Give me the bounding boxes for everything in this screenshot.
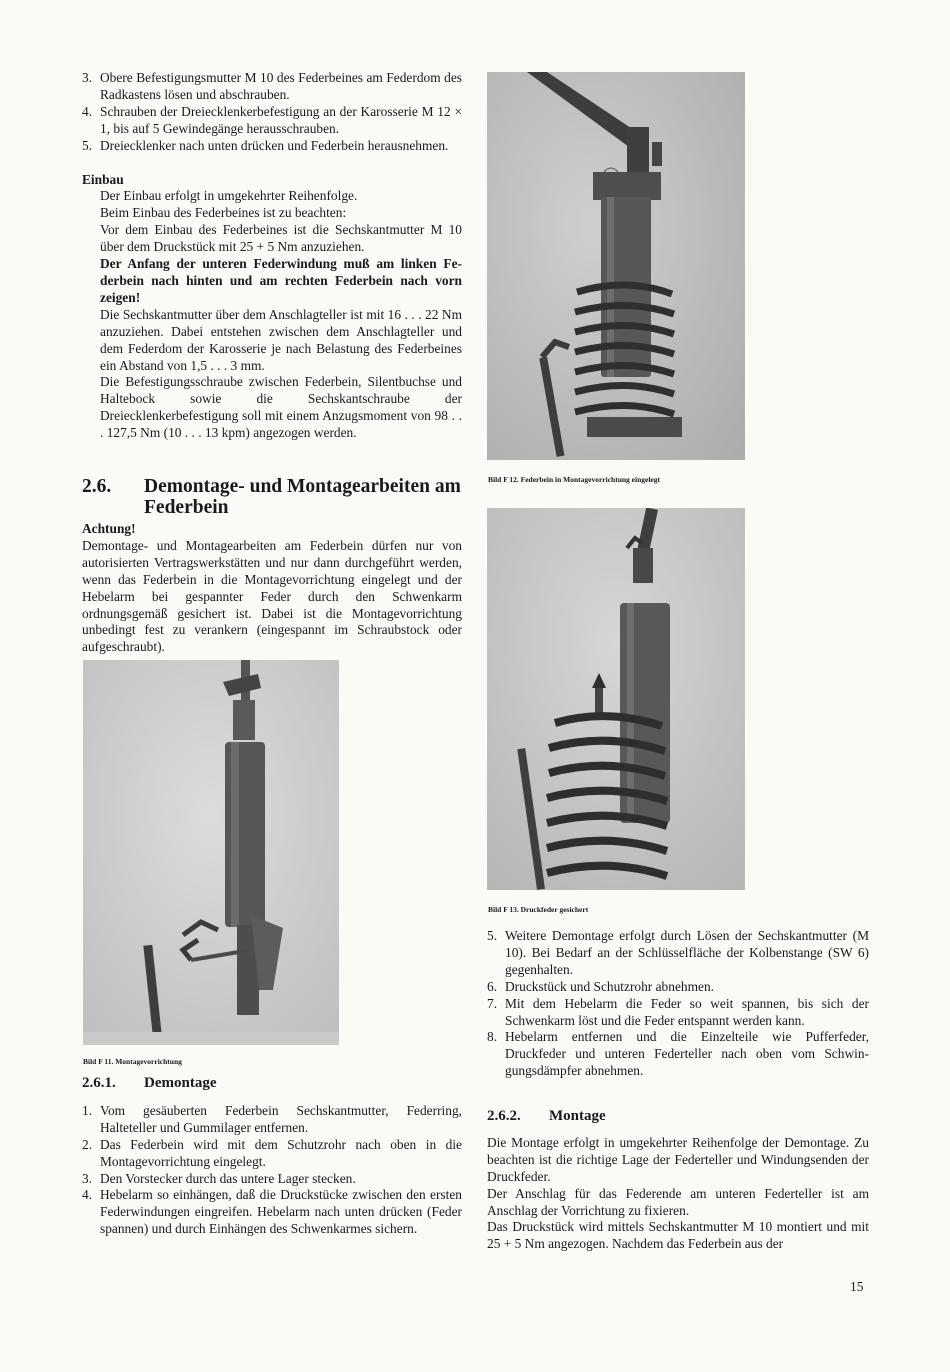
paragraph: Beim Einbau des Federbeines ist zu beachten:: [100, 205, 347, 221]
section-2-6: [82, 476, 462, 656]
section-2-6-1: [82, 1075, 462, 1238]
item-text: Den Vorstecker durch das untere Lager stecken.: [100, 1170, 356, 1186]
item-number: 3.: [82, 70, 93, 85]
item-text: Dreiecklenker nach unten drücken und Federbein herausnehmen.: [100, 137, 449, 153]
figure-f11-caption: Bild F 11. Montagevorrichtung: [83, 1057, 182, 1066]
section-title: Montage: [549, 1108, 606, 1124]
item-number: 1.: [82, 1102, 93, 1118]
figure-f12-caption: Bild F 12. Federbein in Montagevorrichtung eingelegt: [488, 475, 660, 484]
paragraph: Demontage- und Montagearbeiten am Federbein dürfen nur von autorisierten Vertragswerkstätten und nur dann durchgeführt werden, wenn das Federbein in die Montagevorrichtung eingelegt und der Hebelarm bei gespannter Feder durch den Schwenkarm ordnungsgemäß gesichert ist. Dabei ist die Montagevorrichtung unbedingt fest zu verankern (eingespannt im Schraubstock oder aufgeschraubt).: [82, 537, 462, 655]
right-column-steps: [487, 928, 869, 1080]
list-item: [82, 1187, 462, 1238]
figure-f11-photo: [83, 660, 339, 1045]
list-item: [82, 70, 462, 104]
achtung-label: Achtung!: [82, 521, 136, 536]
list-item: [82, 1171, 462, 1188]
item-text: Obere Befestigungsmutter M 10 des Federbeines am Federdom des Radkastens lösen und abschrauben.: [100, 70, 462, 102]
paragraph: Das Druckstück wird mittels Sechskantmutter M 10 montiert und mit 25 + 5 Nm angezogen. Nachdem das Federbein aus der: [487, 1219, 869, 1252]
figure-f13-caption: Bild F 13. Druckfeder gesichert: [488, 905, 589, 914]
section-number: 2.6.1.: [82, 1075, 116, 1091]
list-item: [487, 928, 869, 979]
item-number: 2.: [82, 1136, 93, 1152]
item-text: Hebelarm so einhängen, daß die Druckstücke zwischen den ersten Federwindungen eingreifen. Hebelarm nach unten drücken (Feder spannen) und durch Einhängen des Schwenkarmes sichern.: [100, 1187, 462, 1237]
item-number: 8.: [487, 1029, 498, 1045]
figure-f12-photo: [487, 72, 745, 460]
section-heading: [487, 1108, 869, 1125]
einbau-block: [82, 188, 462, 442]
item-text: Vom gesäuberten Federbein Sechskantmutter, Federring, Halteteller und Gummilager entfernen.: [100, 1102, 462, 1135]
section-number: 2.6.2.: [487, 1108, 521, 1124]
figure-f13-photo: [487, 508, 745, 890]
section-number: 2.6.: [82, 476, 112, 497]
paragraph: Der Anschlag für das Federende am unteren Federteller ist am Anschlag der Vorrichtung zu fixieren.: [487, 1185, 869, 1218]
item-number: 4.: [82, 1187, 93, 1203]
item-text: Mit dem Hebelarm die Feder so weit spannen, bis sich der Schwenkarm löst und die Feder entspannt werden kann.: [505, 995, 869, 1028]
item-text: Hebelarm entfernen und die Einzelteile wie Pufferfeder, Druckfeder und unteren Federteller nach oben vom Schwingungsdämpfer abnehmen.: [505, 1029, 869, 1079]
list-item: [487, 1029, 869, 1080]
paragraph: Die Montage erfolgt in umgekehrter Reihenfolge der Demontage. Zu beachten ist die richtige Lage der Federteller und Windungsenden der Druckfeder.: [487, 1134, 869, 1184]
item-text: Schrauben der Dreiecklenkerbefestigung an der Karosserie M 12 × 1, bis auf 5 Gewindegänge herausschrauben.: [100, 103, 462, 136]
item-number: 7.: [487, 995, 498, 1011]
item-number: 3.: [82, 1170, 93, 1186]
warning-paragraph: Der Anfang der unteren Federwindung muß am linken Federbein nach hinten und am rechten Federbein nach vorn zeigen!: [100, 256, 462, 305]
paragraph: Die Befestigungsschraube zwischen Federbein, Silentbuchse und Haltebock sowie die Sechskantschraube der Dreiecklenkerbefestigung soll mit einem Anzugsmoment von 98 . . . 127,5 Nm (10 . . . 13 kpm) angezogen werden.: [100, 374, 462, 441]
item-text: Druckstück und Schutzrohr abnehmen.: [505, 978, 714, 994]
paragraph: Der Einbau erfolgt in umgekehrter Reihenfolge.: [100, 188, 358, 204]
section-heading: [82, 1075, 462, 1092]
list-item: [487, 996, 869, 1030]
section-title: Demontage- und Montagearbeiten am Federbein: [144, 476, 461, 518]
list-item: [487, 979, 869, 996]
list-item: [82, 104, 462, 138]
section-title: Demontage: [144, 1075, 217, 1091]
item-number: 6.: [487, 978, 498, 994]
einbau-heading: Einbau: [82, 171, 124, 187]
list-item: [82, 1103, 462, 1137]
item-number: 5.: [82, 137, 93, 153]
list-item: [82, 1137, 462, 1171]
item-text: Weitere Demontage erfolgt durch Lösen der Sechskantmutter (M 10). Bei Bedarf an der Schlüsselfläche der Kolbenstange (SW 6) gegenhalten.: [505, 928, 869, 977]
section-2-6-2: [487, 1108, 869, 1253]
paragraph: Vor dem Einbau des Federbeines ist die Sechskantmutter M 10 über dem Druckstück mit 25 + 5 Nm anzuziehen.: [100, 222, 462, 255]
item-number: 5.: [487, 928, 498, 943]
section-heading: [82, 476, 462, 518]
left-column-top: [82, 70, 462, 442]
list-item: [82, 138, 462, 155]
item-number: 4.: [82, 103, 93, 119]
page-number: 15: [850, 1279, 864, 1294]
paragraph: Die Sechskantmutter über dem Anschlagteller ist mit 16 . . . 22 Nm anzuziehen. Dabei entstehen zwischen dem Anschlagteller und dem Federdom der Karosserie je nach Belastung des Federbeines ein Abstand von 1,5 . . . 3 mm.: [100, 306, 462, 373]
item-text: Das Federbein wird mit dem Schutzrohr nach oben in die Montagevorrichtung eingelegt.: [100, 1136, 462, 1169]
